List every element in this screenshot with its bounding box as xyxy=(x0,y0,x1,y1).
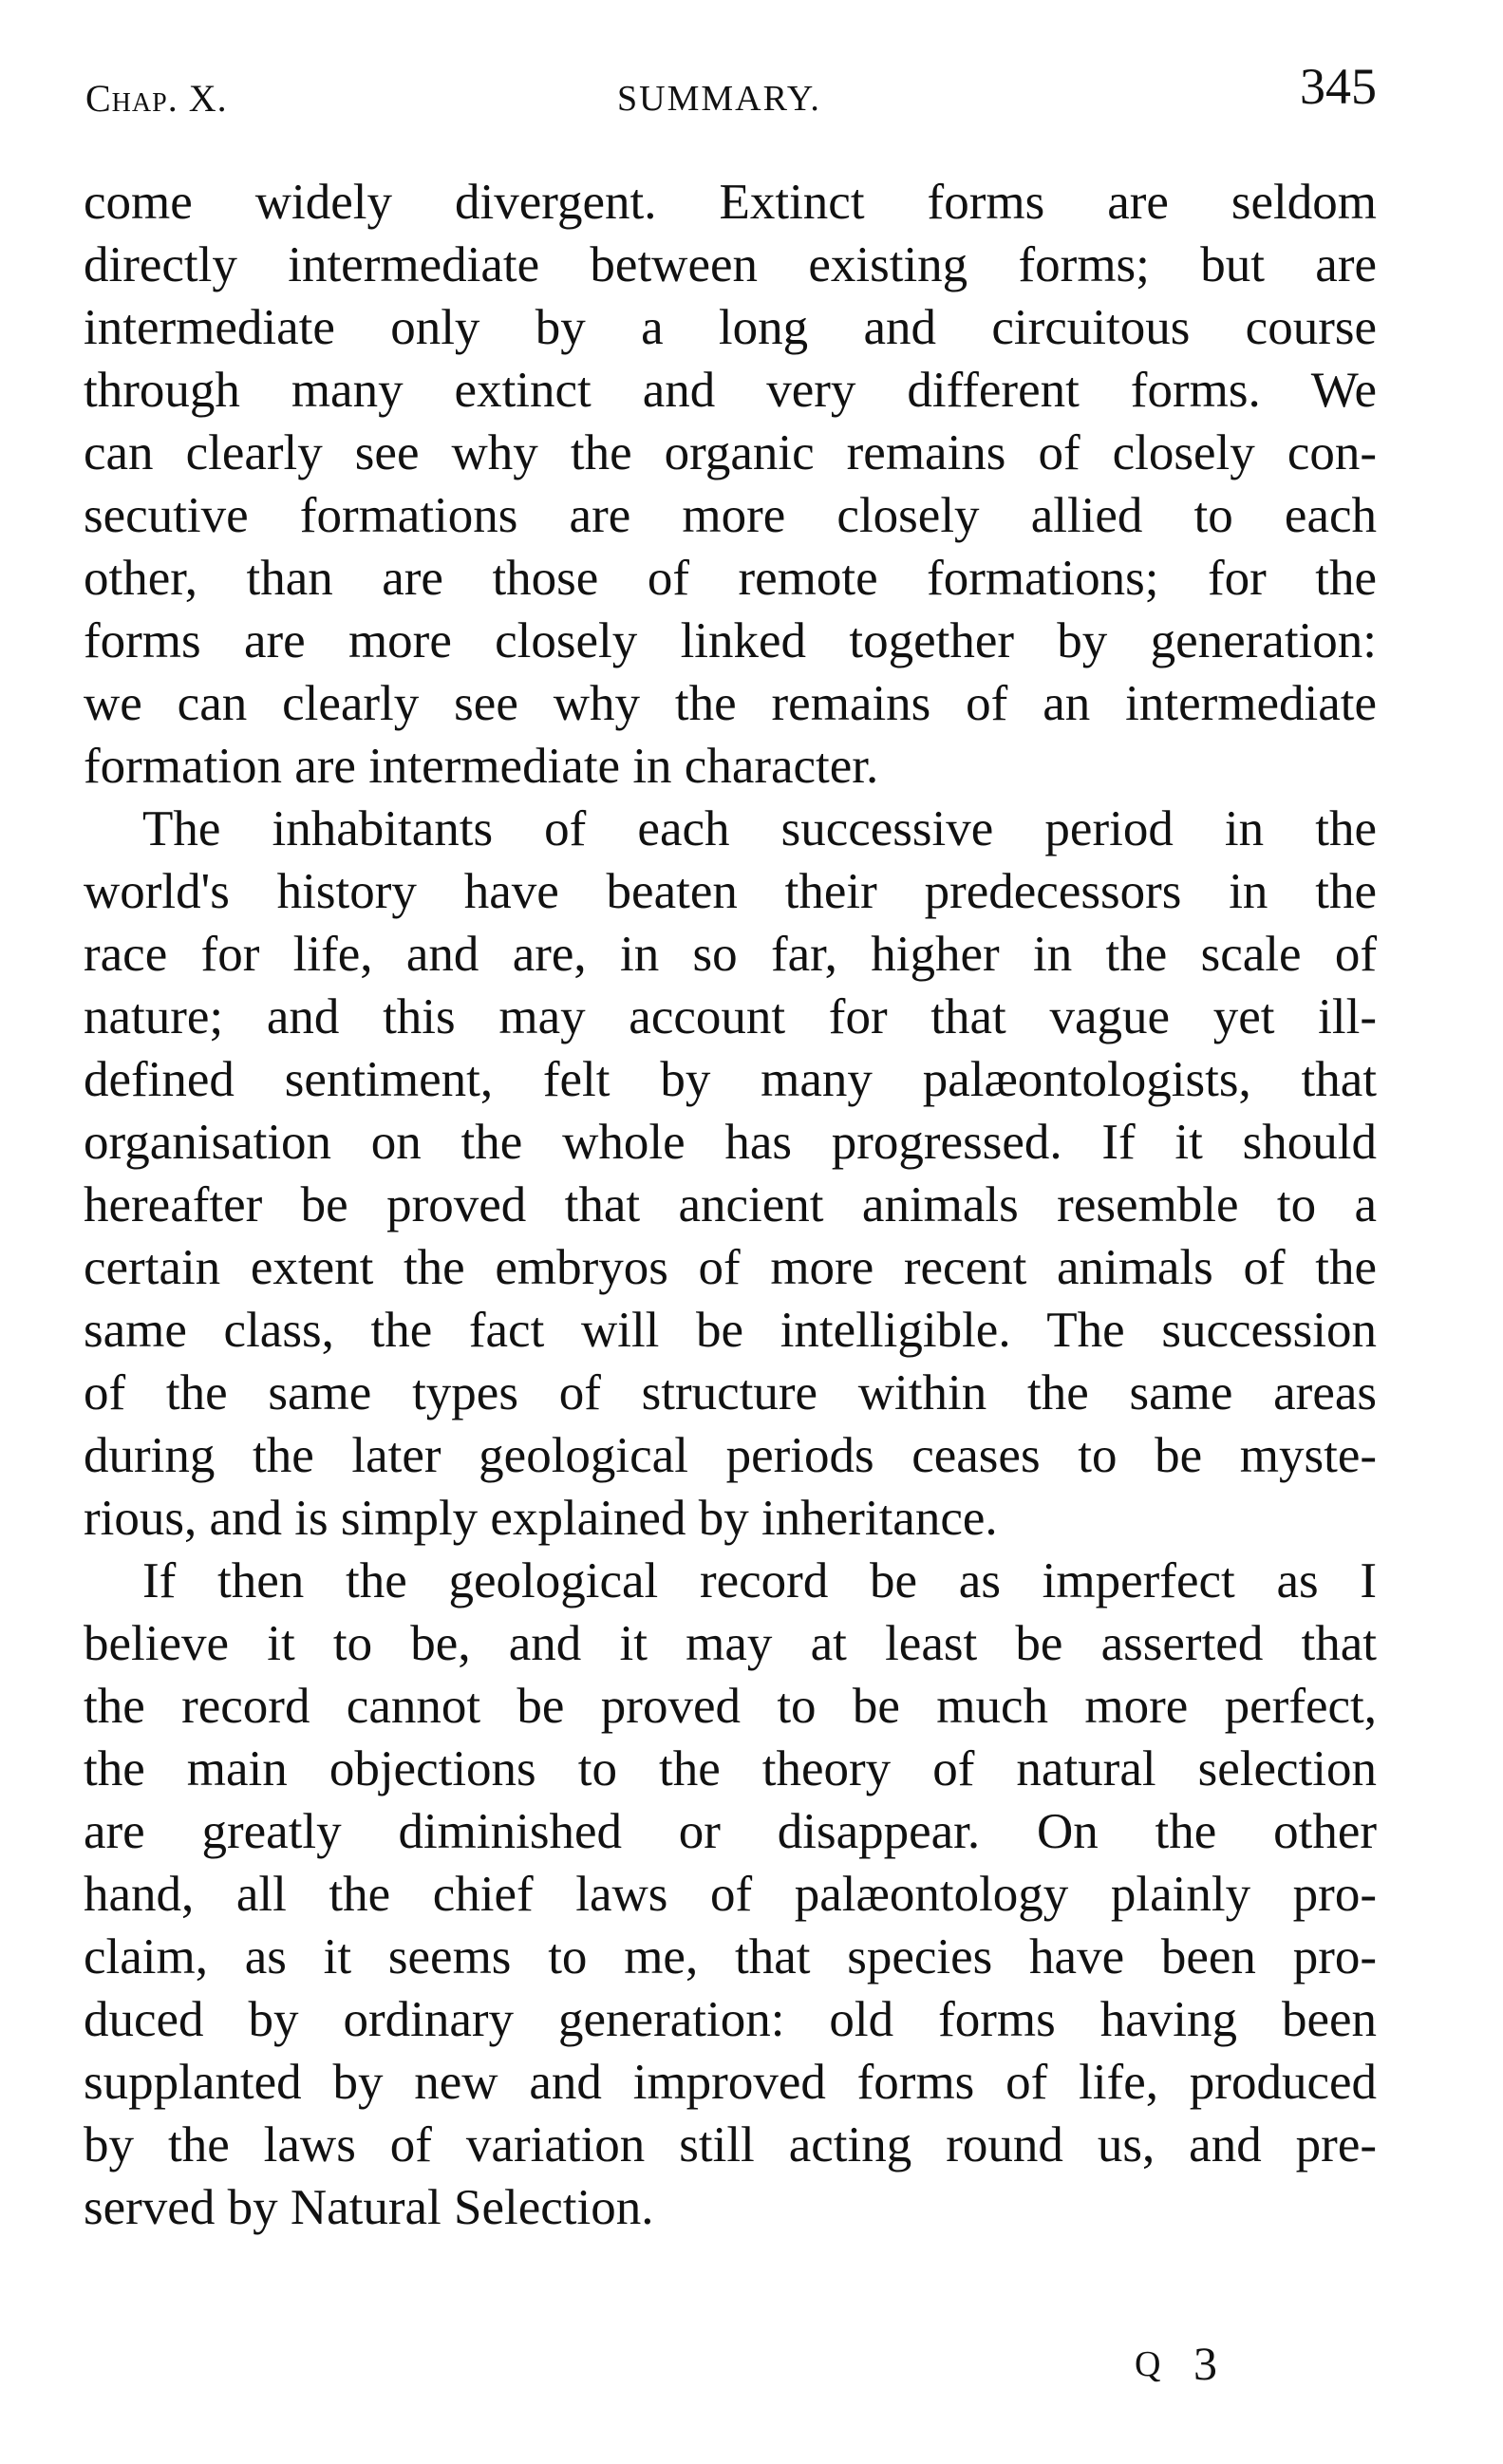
signature-number: 3 xyxy=(1193,2337,1217,2390)
chapter-label: Chap. X. xyxy=(85,77,228,120)
text-line: secutive formations are more closely allied to each xyxy=(84,488,1377,543)
text-line: by the laws of variation still acting round us, and pre- xyxy=(84,2117,1377,2172)
text-line: are greatly diminished or disappear. On the other xyxy=(84,1804,1377,1859)
page-number: 345 xyxy=(1300,58,1377,115)
text-line: hand, all the chief laws of palæontology plainly pro- xyxy=(84,1867,1377,1922)
text-line: world's history have beaten their predecessors in the xyxy=(84,864,1377,919)
text-line: hereafter be proved that ancient animals resemble to a xyxy=(84,1177,1377,1232)
paragraph xyxy=(84,798,1377,1550)
text-line: directly intermediate between existing forms; but are xyxy=(84,237,1377,292)
text-line: the main objections to the theory of natural selection xyxy=(84,1741,1377,1796)
text-line: the record cannot be proved to be much more perfect, xyxy=(84,1679,1377,1734)
text-line: If then the geological record be as imperfect as I xyxy=(142,1553,1377,1608)
text-line: can clearly see why the organic remains of closely con- xyxy=(84,425,1377,480)
text-line: nature; and this may account for that vague yet ill- xyxy=(84,989,1377,1044)
text-line: through many extinct and very different forms. We xyxy=(84,363,1377,418)
text-line: defined sentiment, felt by many palæontologists, that xyxy=(84,1052,1377,1107)
text-line: claim, as it seems to me, that species have been pro- xyxy=(84,1929,1377,1984)
text-line: formation are intermediate in character. xyxy=(84,739,879,794)
text-line: race for life, and are, in so far, higher in the scale of xyxy=(84,927,1377,982)
signature-letter: Q xyxy=(1135,2344,1161,2384)
text-line: same class, the fact will be intelligible. The succession xyxy=(84,1303,1377,1358)
text-line: believe it to be, and it may at least be asserted that xyxy=(84,1616,1377,1671)
paragraph xyxy=(84,171,1377,798)
text-line: The inhabitants of each successive period in the xyxy=(142,801,1377,856)
running-header xyxy=(85,57,1377,133)
text-line: certain extent the embryos of more recent animals of the xyxy=(84,1240,1377,1295)
section-title: SUMMARY. xyxy=(617,79,821,119)
text-line: we can clearly see why the remains of an intermediate xyxy=(84,676,1377,731)
text-line: come widely divergent. Extinct forms are seldom xyxy=(84,175,1377,230)
text-line: served by Natural Selection. xyxy=(84,2180,654,2235)
text-line: organisation on the whole has progressed. If it should xyxy=(84,1115,1377,1170)
text-line: rious, and is simply explained by inheritance. xyxy=(84,1491,998,1546)
printer-signature xyxy=(1135,2336,1217,2391)
text-line: intermediate only by a long and circuitous course xyxy=(84,300,1377,355)
text-line: of the same types of structure within the same areas xyxy=(84,1365,1377,1420)
text-line: supplanted by new and improved forms of life, produced xyxy=(84,2055,1377,2110)
text-line: during the later geological periods ceases to be myste- xyxy=(84,1428,1377,1483)
body-text xyxy=(84,171,1377,2239)
paragraph xyxy=(84,1550,1377,2239)
text-line: duced by ordinary generation: old forms having been xyxy=(84,1992,1377,2047)
text-line: forms are more closely linked together by generation: xyxy=(84,613,1377,668)
text-line: other, than are those of remote formations; for the xyxy=(84,551,1377,606)
